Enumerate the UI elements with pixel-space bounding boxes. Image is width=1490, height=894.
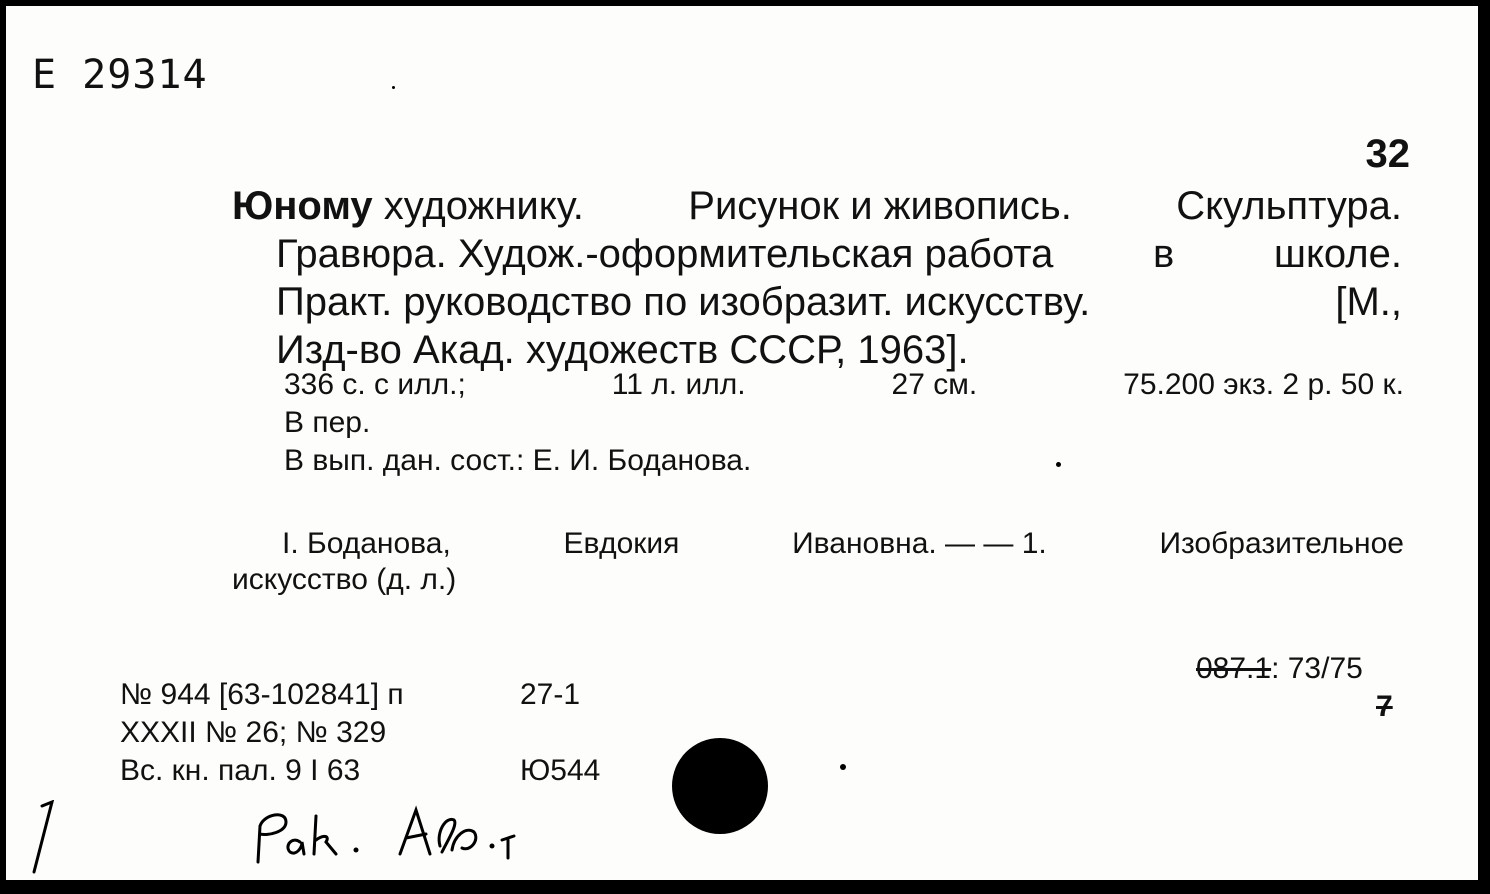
registry-number: № 944 [63-102841] п [120, 678, 404, 711]
card-border-left [0, 0, 6, 894]
title-segment: Гравюра. Худож.-оформительская работа [276, 232, 1054, 276]
tracing-patronymic: Ивановна. — — 1. [792, 527, 1047, 560]
registry-code [520, 714, 620, 752]
plates: 11 л. илл. [611, 368, 746, 401]
compiler-note: В вып. дан. сост.: Е. И. Боданова. [284, 444, 752, 477]
tracing-continuation: искусство (д. л.) [232, 563, 457, 596]
tracing-surname: I. Боданова, [282, 527, 451, 560]
description-line-1 [232, 182, 1402, 230]
tracing-name: Евдокия [563, 527, 680, 560]
ink-dot [1056, 462, 1061, 467]
binding: В пер. [284, 406, 371, 439]
tracing [232, 526, 1404, 598]
publisher-line: Изд-во Акад. художеств СССР, 1963]. [276, 328, 969, 372]
title-segment: школе. [1273, 232, 1402, 276]
page-number: 32 [1365, 132, 1410, 176]
copy-mark: 7 [1376, 690, 1393, 723]
registry-row [120, 676, 620, 714]
tracing-row [232, 526, 1404, 562]
title-segment: Скульптура. [1176, 184, 1402, 228]
registry-info [120, 676, 620, 790]
registry-code: 27-1 [520, 678, 581, 711]
bibliographic-description [232, 182, 1402, 374]
inventory-number: Е 29314 [32, 52, 208, 98]
physical-description [284, 366, 1404, 480]
tracing-subject: Изобразительное [1159, 527, 1404, 560]
title-rest: художнику. [383, 184, 584, 228]
print-run-price: 75.200 экз. 2 р. 50 к. [1123, 368, 1404, 401]
description-line-2 [232, 230, 1402, 278]
struck-class-code: 087.1 [1196, 652, 1272, 685]
registry-code: Ю544 [520, 754, 601, 787]
registry-number: XXXII № 26; № 329 [120, 716, 387, 749]
title-segment: в [1153, 232, 1175, 276]
card-border-right [1478, 0, 1490, 894]
classification-code [1196, 652, 1363, 686]
ink-dot [392, 86, 395, 89]
title-bold: Юному [232, 184, 373, 228]
size: 27 см. [891, 368, 978, 401]
handwritten-tick-mark [20, 800, 60, 876]
title-segment: Рисунок и живопись. [688, 184, 1072, 228]
pages: 336 с. с илл.; [284, 368, 466, 401]
title-segment: Практ. руководство по изобразит. искусству. [276, 280, 1091, 324]
ink-dot [840, 764, 846, 770]
title-segment [232, 182, 584, 230]
card-border-top [0, 0, 1490, 6]
handwritten-signature [240, 796, 570, 866]
title-segment: [М., [1335, 280, 1402, 324]
registry-number: Вс. кн. пал. 9 I 63 [120, 754, 361, 787]
class-code: : 73/75 [1271, 652, 1363, 685]
registry-row [120, 714, 620, 752]
collation-row [284, 366, 1404, 404]
description-line-3 [232, 278, 1402, 326]
card-border-bottom [0, 880, 1490, 894]
registry-row [120, 752, 620, 790]
punch-hole [672, 738, 768, 834]
